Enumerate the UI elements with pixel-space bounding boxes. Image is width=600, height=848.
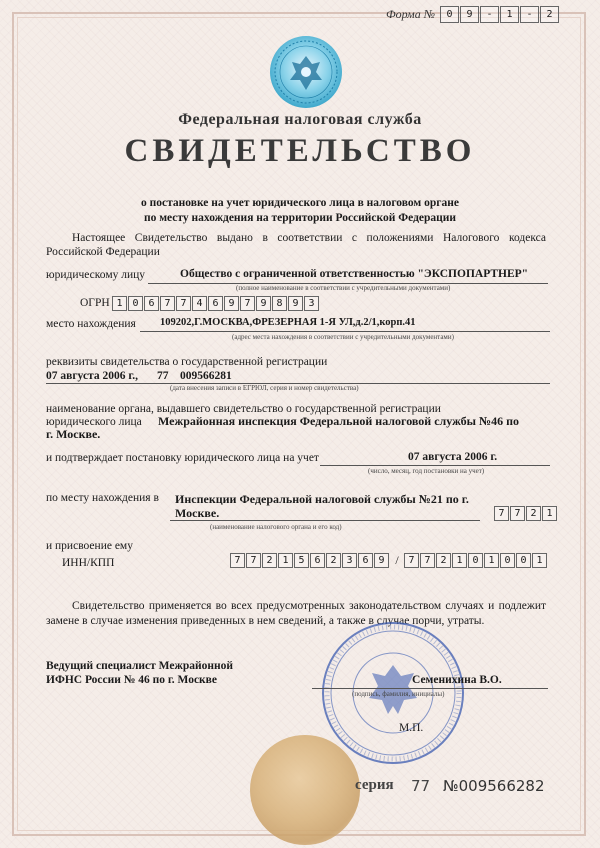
digit-cell: 1 [452,553,467,568]
document-subtitle [0,196,600,226]
digit-cell: 4 [192,296,207,311]
entity-name: Общество с ограниченной ответственностью "ЭКСПОПАРТНЕР" [180,268,529,280]
registration-label: реквизиты свидетельства о государственной регистрации [46,356,328,368]
digit-cell: 9 [374,553,389,568]
signature-caption: (подпись, фамилия, инициалы) [352,690,445,698]
digit-cell: 1 [484,553,499,568]
digit-cell: 7 [494,506,509,521]
digit-cell: 2 [540,6,559,23]
digit-cell: 7 [240,296,255,311]
digit-cell: 2 [262,553,277,568]
inn-assign-label: и присвоение ему [46,540,133,552]
intro-paragraph: Настоящее Свидетельство выдано в соответствии с положениями Налогового кодекса Российской Федерации [46,232,546,258]
digit-cell: 6 [208,296,223,311]
location-value: 109202,Г.МОСКВА,ФРЕЗЕРНАЯ 1-Я УЛ,д.2/1,корп.41 [160,317,416,328]
tax-office-code-boxes [494,506,558,521]
ogrn-boxes [112,296,320,311]
digit-cell: 0 [468,553,483,568]
series-value: 77 [411,777,431,795]
digit-cell: 0 [516,553,531,568]
digit-cell: 1 [500,6,519,23]
digit-cell: 9 [224,296,239,311]
service-name: Федеральная налоговая служба [178,111,422,128]
digit-cell: 3 [342,553,357,568]
seal-place-label: М.П. [399,722,424,734]
digit-cell: - [520,6,539,23]
document-title: СВИДЕТЕЛЬСТВО [124,133,476,169]
form-label: Форма № [386,7,436,21]
digit-cell: 0 [500,553,515,568]
kpp-boxes [404,553,548,568]
inn-kpp-label: ИНН/КПП [62,557,115,569]
tax-office-underline [170,520,480,521]
registration-number: 009566281 [180,370,232,382]
tax-office-label: по месту нахождения в [46,492,159,504]
digit-cell: 2 [326,553,341,568]
gold-seal-icon [250,735,360,845]
tax-office-value-1: Инспекции Федеральной налоговой службы №21 по г. [175,492,469,506]
location-label: место нахождения [46,318,136,330]
digit-cell: 7 [510,506,525,521]
registration-caption: (дата внесения записи в ЕГРЮЛ, серия и номер свидетельства) [170,384,359,392]
digit-cell: 7 [230,553,245,568]
digit-cell: 7 [404,553,419,568]
digit-cell: 6 [144,296,159,311]
digit-cell: 7 [246,553,261,568]
signer-position-1: Ведущий специалист Межрайонной [46,660,233,672]
digit-cell: 2 [436,553,451,568]
subtitle-line-2: по месту нахождения на территории Российской Федерации [143,212,457,224]
confirm-date: 07 августа 2006 г. [408,451,498,463]
digit-cell: 0 [440,6,459,23]
digit-cell: 5 [294,553,309,568]
digit-cell: 6 [358,553,373,568]
digit-cell: 1 [112,296,127,311]
digit-cell: 9 [288,296,303,311]
validity-paragraph: Свидетельство применяется во всех предусмотренных законодательством случаях и подлежит замене в случае изменения приведенных в нем сведений, а также в случае порчи, утраты. [46,600,546,627]
registration-date: 07 августа 2006 г., [46,370,139,382]
tax-office-caption: (наименование налогового органа и его код) [210,523,342,531]
digit-cell: 1 [532,553,547,568]
digit-cell: 7 [176,296,191,311]
inn-kpp-boxes [230,553,548,568]
digit-cell: 9 [256,296,271,311]
inn-separator: / [395,553,399,567]
digit-cell: 3 [304,296,319,311]
entity-caption: (полное наименование в соответствии с учредительными документами) [236,284,451,292]
digit-cell: 8 [272,296,287,311]
series-label: серия [355,777,394,793]
location-underline [140,331,550,332]
confirm-underline [320,465,550,466]
hologram-emblem-icon [268,34,344,110]
issuer-label-2: юридического лица [46,416,142,428]
digit-cell: 6 [310,553,325,568]
confirm-caption: (число, месяц, год постановки на учет) [368,467,485,475]
form-code-boxes [440,6,560,23]
inn-boxes [230,553,390,568]
registration-series: 77 [157,370,169,382]
digit-cell: 9 [460,6,479,23]
digit-cell: - [480,6,499,23]
digit-cell: 2 [526,506,541,521]
entity-label: юридическому лицу [46,269,146,281]
signature-underline [312,688,548,689]
digit-cell: 1 [542,506,557,521]
digit-cell: 7 [160,296,175,311]
location-caption: (адрес места нахождения в соответствии с учредительными документами) [232,333,454,341]
issuer-value-2: г. Москве. [46,427,101,441]
confirm-label: и подтверждает постановку юридического лица на учет [46,452,319,464]
signer-position-2: ИФНС России № 46 по г. Москве [46,674,218,686]
subtitle-line-1: о постановке на учет юридического лица в налоговом органе [141,197,459,209]
digit-cell: 7 [420,553,435,568]
issuer-label-1: наименование органа, выдавшего свидетельство о государственной регистрации [46,403,441,415]
tax-office-value-2: Москве. [175,506,220,520]
issuer-value-1: Межрайонная инспекция Федеральной налоговой службы №46 по [158,414,519,428]
digit-cell: 1 [278,553,293,568]
signer-name: Семенихина В.О. [412,674,502,686]
ogrn-label: ОГРН [80,297,110,309]
digit-cell: 0 [128,296,143,311]
certificate-number: №009566282 [443,777,545,795]
